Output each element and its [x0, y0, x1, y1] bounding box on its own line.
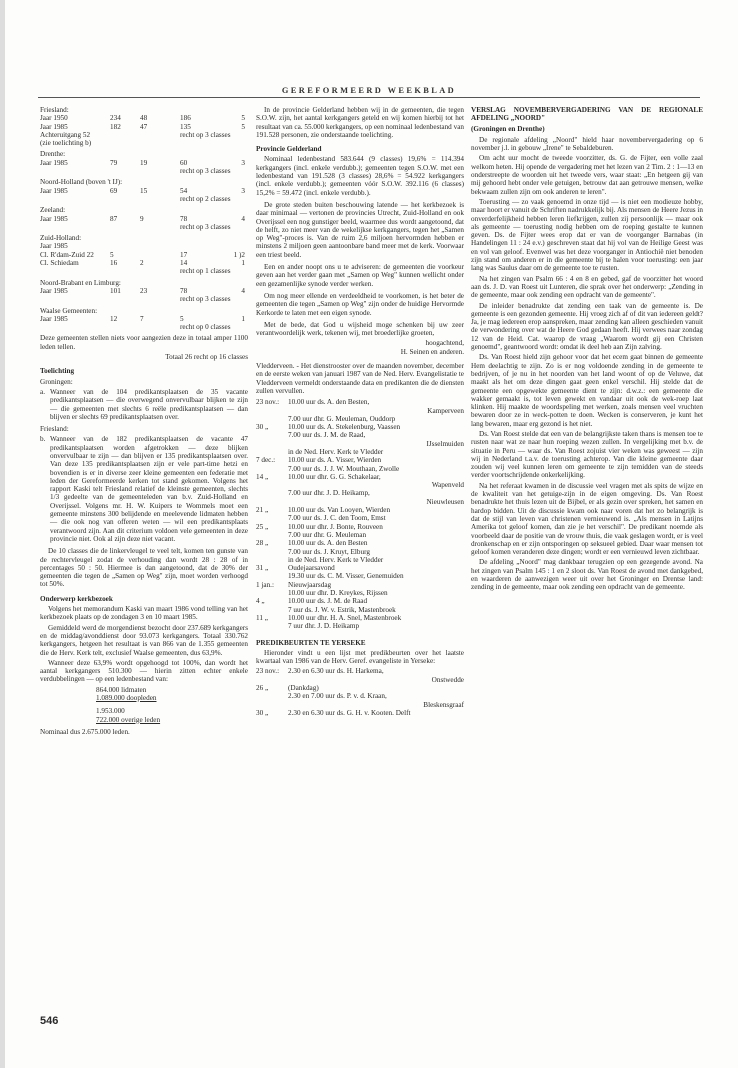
stat-cell: 5 [241, 122, 245, 131]
stat-cell: 87 [110, 214, 118, 223]
stat-row [40, 251, 248, 259]
schedule-row [256, 701, 464, 709]
schedule-entry: 19.30 uur ds. C. M. Visser, Genemuiden [288, 572, 404, 581]
schedule-entry: 10.00 uur ds. J. M. de Raad [288, 597, 368, 606]
schedule-row [256, 523, 464, 531]
schedule-date: 28 „ [256, 539, 269, 548]
schedule-row [256, 456, 464, 464]
note-a [40, 388, 248, 421]
advies-paragraph: Een en ander noopt ons u te adviseren: de gemeenten die voorkeur geven aan het verder gaan met „Samen op Weg" kunnen wellicht onder een gezamenlijke synode verder werken. [256, 263, 464, 288]
signature-greeting: hoogachtend, [425, 339, 464, 348]
schedule-row [256, 572, 464, 580]
stat-cell: 9 [140, 214, 144, 223]
stat-block [40, 206, 248, 231]
stat-block [40, 307, 248, 332]
stat-row [40, 123, 248, 131]
schedule-date [256, 556, 288, 564]
stat-row [40, 242, 248, 250]
schedule-entry: 10.00 uur ds. A. den Besten, [288, 398, 370, 407]
stat-cell [140, 139, 180, 147]
stat-block [40, 279, 248, 304]
stat-region: Noord-Holland (boven 't IJ): [40, 178, 123, 187]
stat-cell: Jaar 1985 [40, 242, 68, 251]
figure-overige: 722.000 overige leden [96, 715, 161, 724]
stat-row [40, 259, 248, 267]
stat-cell: 78 [180, 214, 188, 223]
stat-row [40, 315, 248, 323]
schedule-date: 25 „ [256, 522, 269, 531]
verslag-p9: De afdeling „Noord" mag dankbaar terugzien op een gezegende avond. Na het zingen van Psalm 145 : 1 en 2 sloot ds. Van Roest de avond met dankgebed, en waarderen de aanwezigen weer uit over het Groninger en Drentse land: zending in de gemeente, maar ook zending een opdracht van de gemeente. [471, 558, 703, 592]
schedule-date: 4 „ [256, 597, 265, 606]
stat-row [40, 167, 248, 175]
stat-cell: 234 [110, 114, 121, 123]
schedule-row [256, 465, 464, 473]
signature [256, 339, 464, 356]
kerkbezoek-p2: Gemiddeld werd de morgendienst bezocht door 237.689 kerkgangers en de middag/avonddienst door 93.073 kerkgangers. Totaal 330.762 kerkgangers, hetgeen het resultaat is van 866 van de 1.355 gemeenten die de Herv. Kerk telt, exclusief Waalse gemeenten, dus 63,9%. [40, 623, 248, 657]
figure-subtotal: 1.953.000 [96, 707, 125, 716]
verslag-subheading: (Groningen en Drenthe) [471, 124, 545, 133]
kerkbezoek-p3: Wanneer deze 63,9% wordt opgehoogd tot 100%, dan wordt het aantal kerkgangers 510.300 — hierin zitten echter enkele verdubbelingen — op een ledenbestand van: [40, 658, 248, 684]
stat-cell: 3 [241, 158, 245, 167]
stat-region: Waalse Gemeenten: [40, 306, 98, 315]
stat-cell: 182 [110, 122, 121, 131]
signature-names: H. Seinen en anderen. [400, 347, 464, 356]
schedule-entry: 2.30 en 7.00 uur ds. P. v. d. Kraan, [288, 692, 387, 701]
schedule-row [256, 440, 464, 448]
schedule-row [256, 614, 464, 622]
vledderveen-rooster [256, 398, 464, 630]
stat-cell: 101 [110, 286, 121, 295]
classes-paragraph: De 10 classes die de linkervleugel te veel telt, komen ten gunste van de rechtervleugel zodat de verhouding dan wordt 28 : 28 of in percentages 50 : 50. Hiermee is dan aangetoond, dat de 30% der gemeenten die tegen de „Samen op Weg" zijn, moet worden verhoogd tot 50%. [40, 547, 248, 589]
note-a-label: a. [40, 387, 45, 396]
stat-cell: 135 [180, 122, 191, 131]
schedule-date [256, 440, 288, 448]
schedule-entry: 10.00 uur ds. A. Stekelenburg, Vaassen [288, 423, 401, 432]
verslag-p6: Ds. Van Roest hield zijn gehoor voor dat het ecem gaat binnen de gemeente Hem deelachtig te zijn. Zo is er nog voldoende zending in de gemeente te bedrijven, of je nu in het noorden van het land woont of op de Veluwe, dat maakt als het om deze dingen gaat geen enkel verschil. Hij stelde dat de gemeente een opgewekte gemeente dient te zijn: d.w.z.: een gemeente die wakker gemaakt is, tot leven gewekt en vandaar uit ook de wek-roep laat klinken. Hij maakte de woordspeling met werken, zoals mensen veel vruchten bewaren door ze in weck-potten te doen. Wecken is conserveren, je kunt het lang bewaren, maar erg gezond is het niet. [471, 353, 703, 428]
stat-cell: 1 [241, 314, 245, 323]
stat-row [40, 131, 248, 139]
stat-cell: Cl. Schiedam [40, 259, 79, 268]
schedule-entry: IJsselmuiden [426, 439, 464, 448]
stat-cell: recht op 3 classes [180, 222, 231, 231]
verslag-p8: Na het referaat kwamen in de discussie veel vragen met als spits de wijze en de kwaliteit van het getuige-zijn in de eigen omgeving. Ds. Van Roest benadrukte het thuis lezen uit de Bijbel, er als gezin over spreken, het samen en hardop bidden. Uit de discussie kwam ook naar voren dat het zo belangrijk is dat de stijl van leven van christenen vernieuwend is. „Als mensen in Latijns Amerika tot geloof komen, dan zie je het verschil". De predikant noemde als voorbeeld daar de positie van de vrouw thuis, die vaak geslagen wordt, er is veel dronkenschap en er zijn ontsporingen op seksueel gebied. Daar waar mensen tot geloof komen veranderen deze dingen; wordt er een vernieuwd leven zichtbaar. [471, 481, 703, 557]
stat-region: Zuid-Holland: [40, 234, 82, 243]
kerkbezoek-heading: Onderwerp kerkbezoek [40, 594, 113, 603]
note-b [40, 435, 248, 543]
stat-row [40, 114, 248, 122]
schedule-date [256, 481, 288, 489]
schedule-entry: 10.00 uur ds. A. Visser, Wierden [288, 456, 382, 465]
stat-cell: 69 [110, 186, 118, 195]
toelichting-heading: Toelichting [40, 367, 75, 376]
stat-region: Friesland: [40, 106, 69, 114]
verslag-p4: Na het zingen van Psalm 66 : 4 en 8 en gebed, gaf de voorzitter het woord aan ds. J. D. van Roest uit Lunteren, die sprak over het onderwerp: „Zending in de gemeente, maar ook zending een opdracht van de gemeente". [471, 274, 703, 300]
stat-cell: 2 [140, 259, 144, 268]
figure-doopleden: 1.089.000 doopleden [96, 694, 157, 702]
schedule-row [256, 498, 464, 506]
column-middle [256, 106, 464, 717]
schedule-entry: Kamperveen [427, 406, 464, 415]
stat-cell [140, 251, 180, 259]
schedule-row [256, 622, 464, 630]
stat-cell: recht op 3 classes [180, 295, 231, 304]
yerseke-rooster [256, 667, 464, 717]
schedule-row [256, 448, 464, 456]
schedule-entry: Wapenveld [431, 481, 464, 490]
stat-cell: Achteruitgang 52 [40, 130, 91, 139]
ellende-paragraph: Om nog meer ellende en verdeeldheid te voorkomen, is het beter de gemeenten die tegen „Samen op Weg" zijn onder de huidige Hervormde Kerkorde te laten met een eigen synode. [256, 291, 464, 317]
column-left [40, 106, 248, 738]
schedule-row [256, 473, 464, 481]
stat-block [40, 150, 248, 175]
schedule-row [256, 514, 464, 522]
yerseke-intro: Hieronder vindt u een lijst met predikbeurten over het laatste kwartaal van 1986 van de Herv. Geref. evangeliste in Yerseke: [256, 648, 464, 666]
stat-cell: 47 [140, 122, 148, 131]
stat-cell: 5 [110, 250, 114, 259]
schedule-date: 7 dec.: [256, 456, 276, 465]
schedule-date: 1 jan.: [256, 580, 274, 589]
schedule-entry: 10.00 uur ds. A. den Besten [288, 539, 368, 548]
schedule-entry: 2.30 en 6.30 uur ds. H. Harkema, [288, 667, 384, 676]
stat-cell: Jaar 1950 [40, 114, 68, 123]
stat-cell: 54 [180, 186, 188, 195]
schedule-entry: 7.00 uur ds. J. J. W. Mouthaan, Zwolle [288, 464, 400, 473]
schedule-row [256, 606, 464, 614]
schedule-date: 23 nov.: [256, 398, 280, 407]
verslag-heading: VERSLAG NOVEMBERVERGADERING VAN DE REGIONALE AFDELING „NOORD" [471, 106, 703, 123]
schedule-row [256, 423, 464, 431]
stat-cell: recht op 3 classes [180, 130, 231, 139]
stat-cell: Jaar 1985 [40, 214, 68, 223]
gelderland-intro: In de provincie Gelderland hebben wij in de gemeenten, die tegen S.O.W. zijn, het aantal kerkgangers geteld en wij komen hierbij tot het resultaat van ca. 55.000 kerkgangers, op een nominaal ledenbestand van 191.528 personen, zie onderstaande toelichting. [256, 106, 464, 139]
vledderveen-intro: Vledderveen. - Het dienstrooster over de maanden november, december en de eerste weken van januari 1987 van de Ned. Herv. Evangelistatie te Vledderveen vermeldt onderstaande data en predikanten die de diensten zullen vervullen. [256, 362, 464, 395]
stat-row [40, 223, 248, 231]
schedule-date [256, 431, 288, 439]
schedule-date: 21 „ [256, 506, 269, 515]
schedule-entry: 7 uur dhr. J. D. Heikamp [288, 622, 360, 631]
verslag-p3: Toerusting — zo vaak genoemd in onze tijd — is niet een modieuze hobby, maar hoort er vanuit de Schriften nadrukkelijk bij. Als mensen de Heere Jezus in onverderfelijkheid hebben leren liefkrijgen, zullen zij persoonlijk — maar ook als gemeente — toerusting nodig hebben om de roeping gestalte te kunnen geven. Ds. de Fijter wees erop dat er van de voorganger Barnabas (in Handelingen 11 : 24 e.v.) geschreven staat dat hij vol van de Heilige Geest was en vol van geloof. Evenwel was het deze voorganger in Antiochië niet benoden zijn stand om anderen er in die gemeente bij te halen voor toerusting: een jaar lang was Saulus daar om de gemeente toe te rusten. [471, 197, 703, 273]
schedule-row [256, 539, 464, 547]
schedule-entry: 10.00 uur ds. Van Looyen, Wierden [288, 506, 391, 515]
stat-cell: Cl. R'dam-Zuid 22 [40, 250, 94, 259]
schedule-row [256, 684, 464, 692]
schedule-entry: 10.00 uur dhr. G. G. Schakelaar, [288, 472, 381, 481]
stat-cell [220, 139, 245, 147]
schedule-row [256, 564, 464, 572]
verslag-p5: De inleider benadrukte dat zending een taak van de gemeente is. De gemeente is een gezonden gemeente. Hij vroeg zich af of dit van iedereen geldt? Ja, je mag iedereen erop aanspreken, maar zending kan alleen geschieden vanuit de verwondering over wat de Heere God gedaan heeft. Hij verwees naar zondag 12 van de Heid. Cat. waarop de vraag „Waarom wordt gij een Christen genoemd", geantwoord wordt: omdat ik deel heb aan Zijn zalving. [471, 301, 703, 352]
stat-cell [180, 139, 220, 147]
stat-cell: Jaar 1985 [40, 286, 68, 295]
schedule-entry: 7.00 uur ds. J. C. den Toom, Emst [288, 514, 386, 523]
schedule-date [256, 407, 288, 415]
schedule-date [256, 676, 288, 684]
schedule-entry: 7 uur ds. J. W. v. Estrik, Mastenbroek [288, 605, 396, 614]
schedule-entry: Nieuwjaarsdag [288, 580, 332, 589]
schedule-entry: 10.00 uur dhr. J. Bonte, Rouveen [288, 522, 383, 531]
member-figures [96, 686, 248, 724]
schedule-row [256, 709, 464, 717]
stat-cell: 78 [180, 286, 188, 295]
schedule-row [256, 597, 464, 605]
schedule-entry: 10.00 uur dhr. H. A. Snel, Mastenbroek [288, 613, 402, 622]
schedule-date [256, 572, 288, 580]
schedule-entry: Nieuwleusen [426, 497, 464, 506]
masthead: GEREFORMEERD WEEKBLAD [281, 86, 457, 95]
schedule-row [256, 415, 464, 423]
schedule-row [256, 481, 464, 489]
stat-cell: Jaar 1985 [40, 122, 68, 131]
schedule-entry: in de Ned. Herv. Kerk te Vledder [288, 447, 384, 456]
stat-cell: 5 [241, 114, 245, 123]
schedule-date [256, 465, 288, 473]
nominaal-total: Nominaal dus 2.675.000 leden. [40, 727, 130, 736]
stat-cell: 3 [241, 186, 245, 195]
stat-cell [110, 139, 140, 147]
stat-cell: 7 [140, 314, 144, 323]
schedule-date [256, 701, 288, 709]
stat-row [40, 323, 248, 331]
schedule-date [256, 606, 288, 614]
stat-cell: Jaar 1985 [40, 314, 68, 323]
schedule-date: 26 „ [256, 684, 269, 692]
schedule-row [256, 407, 464, 415]
schedule-row [256, 548, 464, 556]
note-b-text: Wanneer van de 182 predikantsplaatsen de vacante 47 predikantsplaatsen worden afgetrokken — deze blijken onvervulbaar te zijn — dan blijven er 135 predikantsplaatsen over. Van deze 135 predikantsplaatsen zijn er vele part-time hetzi en bovendien is er in diverse zeer kleine gemeenten een federatie met leden der Gereformeerde kerken tot stand gekomen. Volgens het rapport Kaski telt Friesland relatief de kleinste gemeenten, slechts 1/3 gedeelte van de gemeenteleden van b.v. Zuid-Holland en Overijssel. Volgens mr. H. W. Kuipers te Wommels moet een gemeente minstens 300 belijdende en meelevende lidmaten hebben — die ook nog van offeren weten — wil een predikantsplaats verantwoord zijn. Aan dit criterium voldoen vele gemeenten in deze provincie niet. Ook al zijn deze niet vacant. [50, 435, 248, 543]
schedule-row [256, 506, 464, 514]
stat-cell: 60 [180, 158, 188, 167]
schedule-date: 23 nov.: [256, 667, 280, 676]
stat-cell: 1 )2 [233, 250, 245, 259]
stat-cell: 4 [241, 214, 245, 223]
schedule-entry: 10.00 uur dhr. D. Kreykes, Rijssen [288, 589, 388, 598]
stat-cell: Jaar 1985 [40, 158, 68, 167]
schedule-date: 30 „ [256, 423, 269, 432]
figure-lidmaten: 864.000 lidmaten [96, 685, 147, 694]
schedule-date: 30 „ [256, 708, 269, 717]
note-a-text: Wanneer van de 104 predikantsplaatsen de 35 vacante predikantsplaatsen — die overwegend onvervulbaar blijken te zijn — die gemeenten met slechts 6 reële predikantsplaatsen — dan blijven er slechts 69 predikantsplaatsen over. [50, 387, 248, 421]
schedule-date [256, 548, 288, 556]
schedule-entry: Bleskensgraaf [423, 700, 464, 709]
verslag-p7: Ds. Van Roest stelde dat een van de belangrijkste taken thans is mensen toe te rusten naar wat ze naar hun roeping wezen zullen. In vergelijking met b.v. de situatie in Peru — waar ds. Van Roest zojuist vier weken was geweest — zijn wij in Nederland t.a.v. de toerusting achterop. Van die kleine gemeente daar zouden wij veel kunnen leren om gemeente te zijn temidden van de steeds verder voortschrijdende onkerkelijking. [471, 429, 703, 480]
stat-region: Zeeland: [40, 206, 66, 215]
schedule-entry: 2.30 en 6.30 uur ds. G. H. v. Kooten. Delft [288, 708, 411, 717]
schedule-row [256, 531, 464, 539]
stat-row [40, 215, 248, 223]
stat-row [40, 195, 248, 203]
statistics-table [40, 106, 248, 331]
stat-row [40, 267, 248, 275]
schedule-date: 31 „ [256, 564, 269, 573]
stat-region: Drenthe: [40, 150, 66, 159]
stat-row [40, 139, 248, 147]
page-edge [0, 0, 5, 1068]
stat-cell: 16 [110, 259, 118, 268]
stat-cell: recht op 1 classes [180, 267, 231, 276]
schedule-date [256, 514, 288, 522]
stat-block [40, 106, 248, 147]
schedule-row [256, 676, 464, 684]
kerkbezoek-p1: Volgens het memorandum Kaski van maart 1986 vond telling van het kerkbezoek plaats op de zondagen 3 en 10 maart 1985. [40, 605, 248, 622]
verslag-p2: Om acht uur mocht de tweede voorzitter, ds. G. de Fijter, een volle zaal welkom heten. Hij opende de vergadering met het lezen van 2 Tim. 2 : 1—13 en onderstreepte de woorden uit het tweede vers, waar staat: „En hetgeen gij van mij gehoord hebt onder vele getuigen, betrouw dat aan getrouwe mensen, welke bekwaam zullen zijn om ook anderen te leren". [471, 154, 703, 196]
stat-cell: 186 [180, 114, 191, 123]
stat-cell: 1 [241, 259, 245, 268]
stat-row [40, 287, 248, 295]
schedule-date [256, 498, 288, 506]
schedule-entry: 7.00 uur dhr. G. Meuleman [288, 530, 367, 539]
schedule-entry: in de Ned. Herv. Kerk te Vledder [288, 555, 384, 564]
schedule-date: 14 „ [256, 472, 269, 481]
stat-block [40, 234, 248, 275]
schedule-row [256, 589, 464, 597]
verslag-p1: De regionale afdeling „Noord" hield haar novembervergadering op 6 november j.l. in gebouw „Irene" te Sebaldeburen. [471, 135, 703, 153]
schedule-row [256, 489, 464, 497]
column-right [471, 106, 703, 594]
groningen-label: Groningen: [40, 377, 73, 386]
stat-cell: 4 [241, 286, 245, 295]
schedule-entry: 7.00 uur dhr. J. D. Heikamp, [288, 489, 370, 498]
stats-total: Totaal 26 recht op 16 classes [165, 353, 248, 362]
stat-block [40, 178, 248, 203]
schedule-entry: Oudejaarsavond [288, 564, 335, 573]
stat-row [40, 159, 248, 167]
stat-cell: Jaar 1985 [40, 186, 68, 195]
bede-paragraph: Met de bede, dat God u wijsheid moge schenken bij uw zeer verantwoordelijk werk, tekenen wij, met broederlijke groeten, [256, 320, 464, 338]
schedule-entry: 7.00 uur ds. J. Kruyt, Elburg [288, 547, 370, 556]
stat-cell: 12 [110, 314, 118, 323]
header-rule [38, 97, 700, 98]
yerseke-heading: PREDIKBEURTEN TE YERSEKE [256, 638, 366, 647]
stat-row [40, 295, 248, 303]
stat-cell: 79 [110, 158, 118, 167]
stat-cell: recht op 2 classes [180, 194, 231, 203]
gelderland-figures: Nominaal ledenbestand 583.644 (9 classes) 19,6% = 114.394 kerkgangers (incl. enkele verdubb.); gemeenten tegen S.O.W. met een ledenbestand van 191.528 (3 classes) 28,6% = 54.922 kerkgangers (incl. enkele verdubb.); gemeenten vóór S.O.W. 392.116 (6 classes) 15,2% = 59.472 (incl. enkele verdubb.). [256, 155, 464, 197]
schedule-date [256, 531, 288, 539]
schedule-entry: 7.00 uur ds. J. M. de Raad, [288, 431, 366, 440]
schedule-entry: (Dankdag) [288, 684, 319, 692]
stat-cell: 14 [180, 259, 188, 268]
gelderland-heading: Provincie Gelderland [256, 145, 322, 154]
stat-cell [180, 242, 220, 250]
stat-cell: 23 [140, 286, 148, 295]
stat-cell [140, 242, 180, 250]
stat-cell: 19 [140, 158, 148, 167]
schedule-row [256, 431, 464, 439]
schedule-date: 11 „ [256, 613, 268, 622]
schedule-date [256, 589, 288, 597]
friesland-label: Friesland: [40, 425, 69, 434]
schedule-date [256, 415, 288, 423]
stat-cell [110, 242, 140, 250]
stat-row [40, 187, 248, 195]
stat-cell [220, 242, 245, 250]
stat-cell: 48 [140, 114, 148, 123]
schedule-row [256, 667, 464, 675]
schedule-date [256, 448, 288, 456]
stat-cell: recht op 3 classes [180, 167, 231, 176]
schedule-row [256, 692, 464, 700]
grote-steden-paragraph: De grote steden buiten beschouwing latende — het kerkbezoek is daar minimaal — vertonen de provincies Utrecht, Zuid-Holland en ook Overijssel een nog gunstiger beeld, waarmee dus wordt aangetoond, dat de helft, zo niet meer van de wekelijkse kerkgangers, tegen het „Samen op Weg"-proces is. Van de ruim 2,6 miljoen hervormden hebben er minstens 2 miljoen geen aantoonbare band meer met de kerk. Voorwaar een triest beeld. [256, 200, 464, 259]
stats-remark: Deze gemeenten stellen niets voor aangezien deze in totaal amper 1100 leden tellen. [40, 334, 248, 351]
stat-cell: 5 [180, 314, 184, 323]
stat-cell: 15 [140, 186, 148, 195]
schedule-entry: 7.00 uur dhr. G. Meuleman, Ouddorp [288, 414, 396, 423]
stat-cell: (zie toelichting b) [40, 139, 92, 148]
stat-region: Noord-Brabant en Limburg: [40, 278, 121, 287]
stat-cell: recht op 0 classes [180, 323, 231, 332]
schedule-row [256, 398, 464, 406]
schedule-date [256, 489, 288, 497]
page-number: 546 [40, 1015, 59, 1027]
schedule-entry: Onstwedde [431, 675, 464, 684]
schedule-date [256, 622, 288, 630]
schedule-row [256, 556, 464, 564]
note-b-label: b. [40, 435, 46, 444]
stat-cell: 17 [180, 250, 188, 259]
schedule-date [256, 692, 288, 700]
schedule-row [256, 581, 464, 589]
